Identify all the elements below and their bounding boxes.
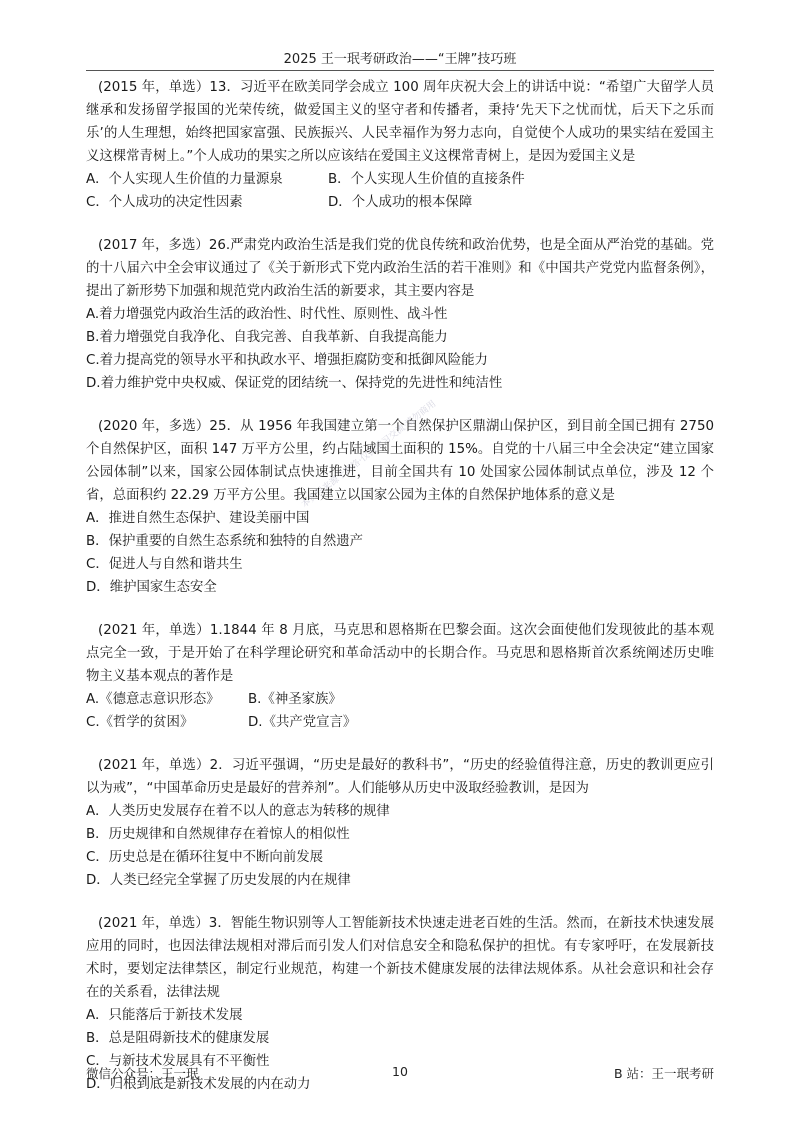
page-number: 10	[392, 1064, 408, 1079]
question-stem: (2017 年，多选）26.严肃党内政治生活是我们党的优良传统和政治优势，也是全面从严治党的基础。党的十八届六中全会审议通过了《关于新形式下党内政治生活的若干准则》和《中国共产党党内监督条例》，提出了新形势下加强和规范党内政治生活的新要求，其主要内容是	[86, 238, 714, 299]
question-stem: (2021 年，单选）2．习近平强调，“历史是最好的教科书”，“历史的经验值得注意，历史的教训更应引以为戒”，“中国革命历史是最好的营养剂”。人们能够从历史中汲取经验教训，是因为	[86, 758, 714, 796]
option-d: D．维护国家生态安全	[86, 580, 217, 595]
option-c: C．促进人与自然和谐共生	[86, 557, 243, 572]
question-2	[86, 234, 714, 395]
option-b: B．总是阻碍新技术的健康发展	[86, 1031, 270, 1046]
option-a: A．只能落后于新技术发展	[86, 1008, 243, 1023]
option-list	[86, 303, 714, 395]
question-1	[86, 76, 714, 214]
question-stem: (2021 年，单选）1.1844 年 8 月底，马克思和恩格斯在巴黎会面。这次会面使他们发现彼此的基本观点完全一致，于是开始了在科学理论研究和革命活动中的长期合作。马克思和恩格斯首次系统阐述历史唯物主义基本观点的著作是	[86, 623, 714, 684]
question-5	[86, 754, 714, 892]
question-3	[86, 415, 714, 599]
option-list	[86, 688, 714, 734]
option-b: B．个人实现人生价值的直接条件	[328, 172, 525, 187]
option-c: C．历史总是在循环往复中不断向前发展	[86, 850, 323, 865]
option-d: D.《共产党宣言》	[248, 715, 357, 730]
option-d: D．人类已经完全掌握了历史发展的内在规律	[86, 873, 351, 888]
option-a: A．个人实现人生价值的力量源泉	[86, 172, 283, 187]
footer-bilibili: B 站：王一珉考研	[613, 1066, 714, 1081]
option-b: B．历史规律和自然规律存在着惊人的相似性	[86, 827, 350, 842]
option-c: C．个人成功的决定性因素	[86, 195, 243, 210]
option-d: D．个人成功的根本保障	[328, 195, 473, 210]
option-c: C．与新技术发展具有不平衡性	[86, 1054, 270, 1069]
question-stem: (2021 年，单选）3．智能生物识别等人工智能新技术快速走进老百姓的生活。然而，在新技术快速发展应用的同时，也因法律法规相对滞后而引发人们对信息安全和隐私保护的担忧。有专家呼吁，在发展新技术时，要划定法律禁区，制定行业规范，构建一个新技术健康发展的法律法规体系。从社会意识和社会存在的关系看，法律法规	[86, 916, 714, 1000]
option-b: B.《神圣家族》	[248, 692, 342, 707]
question-list	[86, 76, 714, 1116]
page-header	[86, 48, 714, 71]
question-stem: (2015 年，单选）13．习近平在欧美同学会成立 100 周年庆祝大会上的讲话中说：“希望广大留学人员继承和发扬留学报国的光荣传统，做爱国主义的坚守者和传播者，秉持‘先天下之忧而忧，后天下之乐而乐’的人生理想，始终把国家富强、民族振兴、人民幸福作为努力志向，自觉使个人成功的果实结在爱国主义这棵常青树上。”个人成功的果实之所以应该结在爱国主义这棵常青树上，是因为爱国主义是	[86, 80, 714, 164]
option-c: C.《哲学的贫困》	[86, 715, 194, 730]
option-d: D．归根到底是新技术发展的内在动力	[86, 1077, 311, 1092]
option-a: A.着力增强党内政治生活的政治性、时代性、原则性、战斗性	[86, 307, 448, 322]
option-list	[86, 1004, 714, 1096]
page-footer	[86, 1064, 714, 1082]
option-b: B.着力增强党自我净化、自我完善、自我革新、自我提高能力	[86, 330, 448, 345]
option-c: C.着力提高党的领导水平和执政水平、增强拒腐防变和抵御风险能力	[86, 353, 488, 368]
option-a: A．人类历史发展存在着不以人的意志为转移的规律	[86, 804, 390, 819]
option-a: A．推进自然生态保护、建设美丽中国	[86, 511, 310, 526]
question-4	[86, 619, 714, 734]
watermark: 本资料来源于网络·仅供学习交流·请勿商用	[299, 399, 439, 511]
option-a: A.《德意志意识形态》	[86, 692, 220, 707]
header-title: 2025 王一珉考研政治——“王牌”技巧班	[283, 52, 517, 67]
option-list	[86, 168, 714, 214]
option-d: D.着力维护党中央权威、保证党的团结统一、保持党的先进性和纯洁性	[86, 376, 503, 391]
option-list	[86, 800, 714, 892]
question-stem: (2020 年，多选）25．从 1956 年我国建立第一个自然保护区鼎湖山保护区，到目前全国已拥有 2750 个自然保护区，面积 147 万平方公里，约占陆域国土面积的 15%。自党的十八届三中全会决定“建立国家公园体制”以来，国家公园体制试点快速推进，目前全国共有 10 处国家公园体制试点单位，涉及 12 个省，总面积约 22.29 万平方公里。我国建立以国家公园为主体的自然保护地体系的意义是	[86, 419, 714, 503]
footer-wechat: 微信公众号：王一珉	[86, 1066, 199, 1081]
option-list	[86, 507, 714, 599]
option-b: B．保护重要的自然生态系统和独特的自然遗产	[86, 534, 363, 549]
